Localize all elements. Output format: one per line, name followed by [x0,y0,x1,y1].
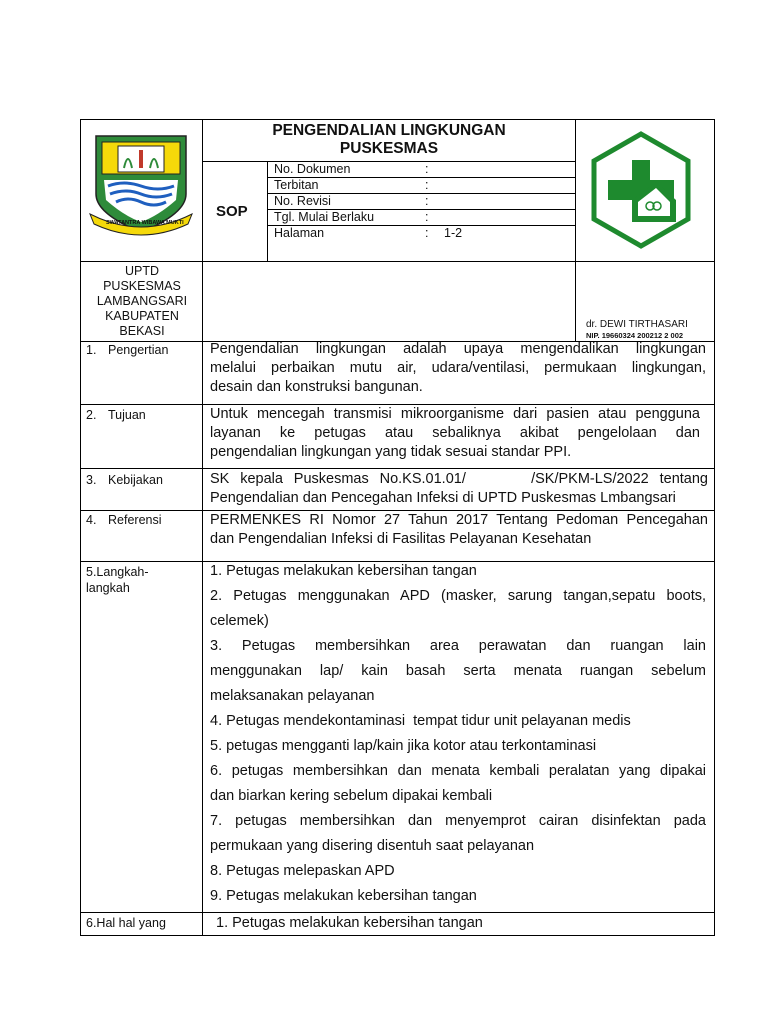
org-line: LAMBANGSARI [96,294,188,308]
section-label-pengertian: Pengertian [108,343,169,357]
step-line: 4. Petugas mendekontaminasi tempat tidur unit pelayanan medis [210,713,631,729]
step-line: 1. Petugas melakukan kebersihan tangan [210,563,477,579]
tujuan-text [210,405,700,462]
step-line: menggunakan lap/ kain basah serta menata ruangan sebelum [210,663,706,679]
text-line: Untuk mencegah transmisi mikroorganisme dari pasien atau pengguna [210,406,700,422]
signer-name: dr. DEWI TIRTHASARI [586,319,688,330]
section-number: 1. [86,343,97,357]
meta-label-no-revisi: No. Revisi [274,194,331,208]
text-line: PERMENKES RI Nomor 27 Tahun 2017 Tentang Pedoman Pencegahan [210,512,708,528]
org-line: PUSKESMAS [103,279,181,293]
regency-crest-logo [88,128,194,240]
text-line: SK kepala Puskesmas No.KS.01.01/ /SK/PKM-LS/2022 tentang [210,471,708,487]
meta-label-terbitan: Terbitan [274,178,319,192]
puskesmas-logo [588,130,694,250]
section-number: 2. [86,408,97,422]
pengertian-text [210,340,706,397]
step-line: 8. Petugas melepaskan APD [210,863,395,879]
step-line: 3. Petugas membersihkan area perawatan dan ruangan lain [210,638,706,654]
kebijakan-text [210,470,708,508]
meta-sep: : [425,178,429,192]
meta-sep: : [425,226,429,240]
sop-label: SOP [216,203,248,220]
meta-value-halaman: 1-2 [444,226,463,240]
section-label-referensi: Referensi [108,513,162,527]
text-line: dan Pengendalian Infeksi di Fasilitas Pelayanan Kesehatan [210,531,592,547]
section-label-kebijakan: Kebijakan [108,473,163,487]
meta-sep: : [425,194,429,208]
step-line: celemek) [210,613,269,629]
step-line: melaksanakan pelayanan [210,688,375,704]
step-line: dan biarkan kering sebelum dipakai kembali [210,788,493,804]
section-label-langkah-2: langkah [86,581,130,595]
text-line: Pengendalian dan Pencegahan Infeksi di UPTD Puskesmas Lmbangsari [210,490,676,506]
section-label-tujuan: Tujuan [108,408,146,422]
text-line: layanan ke petugas atau sebaliknya akibat pengelolaan dan [210,425,700,441]
section-label-langkah: 5.Langkah- [86,565,149,579]
text-line: pengendalian lingkungan yang tidak sesuai standar PPI. [210,444,572,460]
step-line: 6. petugas membersihkan dan menata kembali peralatan yang dipakai [210,763,706,779]
signer-nip: NIP. 19660324 200212 2 002 [586,331,684,340]
meta-label-tgl-mulai: Tgl. Mulai Berlaku [274,210,375,224]
step-line: 9. Petugas melakukan kebersihan tangan [210,888,477,904]
org-line: BEKASI [119,324,165,338]
crest-motto: SWATANTRA WIBAWA MUKTI [106,220,184,226]
text-line: Pengendalian lingkungan adalah upaya mengendalikan lingkungan [210,341,706,357]
org-line: UPTD [124,264,160,278]
step-line: 1. Petugas melakukan kebersihan tangan [216,915,483,931]
text-line: melalui perbaikan mutu air, udara/ventilasi, permukaan lingkungan, [210,360,706,376]
step-line: 7. petugas membersihkan dan menyemprot cairan disinfektan pada [210,813,706,829]
meta-sep: : [425,210,429,224]
referensi-text [210,511,708,549]
document-title-line2: PUSKESMAS [339,140,439,157]
section-label-hal: 6.Hal hal yang [86,916,166,930]
step-line: 5. petugas mengganti lap/kain jika kotor atau terkontaminasi [210,738,597,754]
step-line: permukaan yang disering disentuh saat pelayanan [210,838,535,854]
org-line: KABUPATEN [105,309,179,323]
step-line: 2. Petugas menggunakan APD (masker, sarung tangan,sepatu boots, [210,588,706,604]
meta-label-no-dokumen: No. Dokumen [274,162,351,176]
meta-sep: : [425,162,429,176]
meta-label-halaman: Halaman [274,226,325,240]
section-number: 3. [86,473,97,487]
document-title-line1: PENGENDALIAN LINGKUNGAN [272,122,506,139]
text-line: desain dan konstruksi bangunan. [210,379,423,395]
langkah-steps [210,559,706,909]
section-number: 4. [86,513,97,527]
hal-text [216,912,706,935]
